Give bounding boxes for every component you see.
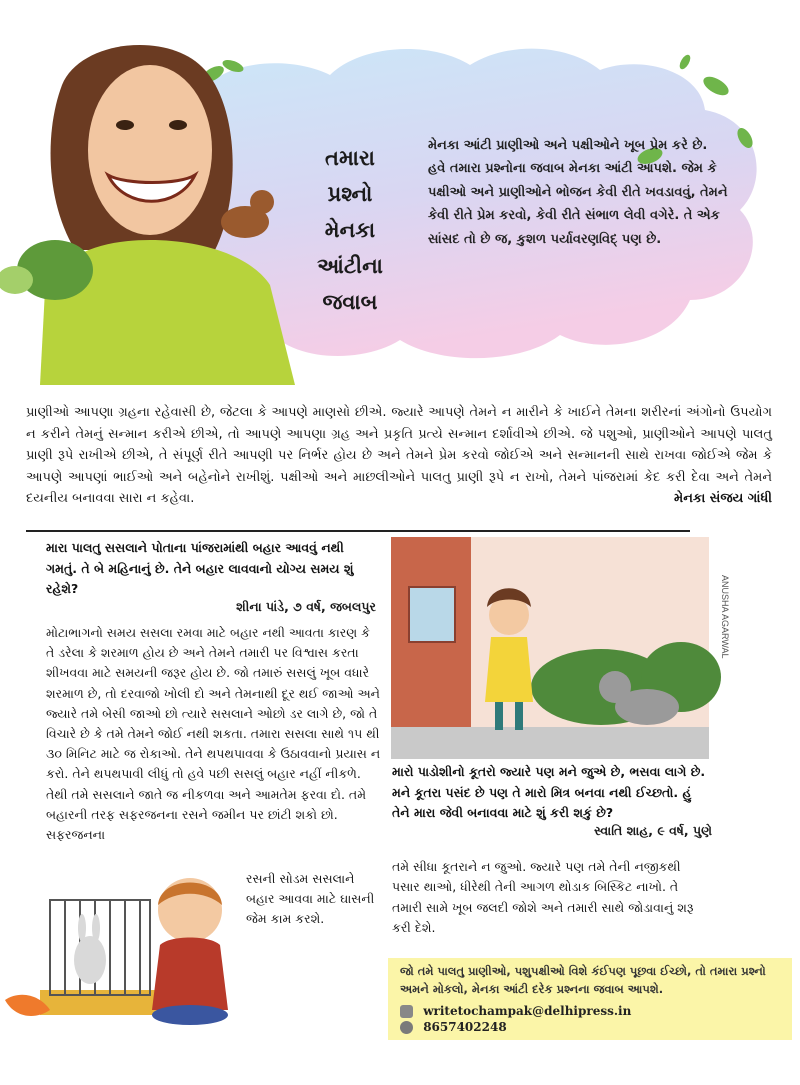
phone-number[interactable]: 8657402248	[423, 1020, 507, 1034]
author-signature: મેનકા સંજય ગાંધી	[674, 491, 772, 506]
question-2-asker: સ્વાતિ શાહ, ૯ વર્ષ, પુણે	[594, 823, 712, 838]
rabbit-girl-illustration	[0, 870, 250, 1035]
whatsapp-icon	[400, 1021, 413, 1034]
envelope-icon	[400, 1005, 413, 1018]
contact-info-text: જો તમે પાલતુ પ્રાણીઓ, પશુપક્ષીઓ વિશે કંઈપણ પૂછવા ઈચ્છો, તો તમારા પ્રશ્નો અમને મોકલો, મેનકા આંટી દરેક પ્રશ્નના જવાબ આપશે.	[400, 964, 766, 996]
main-article-text: પ્રાણીઓ આપણા ગ્રહના રહેવાસી છે, જેટલા કે આપણે માણસો છીએ. જ્યારે આપણે તેમને ન મારીને કે ખાઈને તેમના શરીરનાં અંગોનો ઉપયોગ ન કરીને તેમનું સન્માન કરીએ છીએ, તો આપણે આપણા ગ્રહ અને પ્રકૃતિ પ્રત્યે સન્માન દર્શાવીએ છીએ. જે પશુઓ, પ્રાણીઓને આપણે પાલતુ પ્રાણી રૂપે રાખીએ છીએ, તે સંપૂર્ણ રીતે આપણી પર નિર્ભર હોય છે અને તેમને પ્રેમ કરવો જોઈએ અને સન્માનની સાથે રાખવા જોઈએ જેમ કે આપણે આપણાં ભાઈઓ અને બહેનોને રાખીશું. પક્ષીઓ અને માછલીઓને પાલતુ પ્રાણી રૂપે ન રાખો, તેમને પાંજરામાં કેદ કરી દેવા અને તેમને દયનીય બનાવવા સારા ન કહેવા.	[26, 405, 773, 506]
title-line: આંટીના	[317, 254, 383, 278]
page-title	[300, 140, 400, 320]
illustrator-credit-text: ANUSHA AGARWAL	[720, 575, 730, 659]
question-1: મારા પાલતુ સસલાને પોતાના પાંજરામાંથી બહાર આવવું નથી ગમતું. તે બે મહિનાનું છે. તેને બહાર લાવવાનો યોગ્ય સમય શું રહેશે?	[46, 540, 354, 596]
phone-row[interactable]	[400, 1020, 507, 1034]
answer-1-continued: રસની સોડમ સસલાને બહાર આવવા માટે ઘાસની જેમ કામ કરશે.	[246, 871, 375, 927]
section-divider	[26, 530, 690, 532]
question-1-asker: શીના પાંડે, ૭ વર્ષ, જબલપુર	[236, 599, 376, 614]
title-line: મેનકા	[324, 218, 376, 242]
girl-dog-illustration	[391, 537, 709, 759]
email-row[interactable]	[400, 1004, 631, 1018]
answer-2: તમે સીધા કૂતરાને ન જુઓ. જ્યારે પણ તમે તેની નજીકથી પસાર થાઓ, ધીરેથી તેની આગળ થોડાક બિસ્કિટ નાખો. તે તમારી સામે ખૂબ જલદી જોશે અને તમારી સાથે જોડાવાનું શરૂ કરી દેશે.	[392, 859, 694, 936]
question-2: મારો પાડોશીનો કૂતરો જ્યારે પણ મને જુએ છે, ભસવા લાગે છે. મને કૂતરા પસંદ છે પણ તે મારો મિત્ર બનવા નથી ઈચ્છતો. હું તેને મારા જેવી બનાવવા માટે શું કરી શકું છે?	[392, 764, 706, 820]
main-article	[26, 402, 772, 510]
title-line: જવાબ	[322, 290, 378, 314]
intro-text: મેનકા આંટી પ્રાણીઓ અને પક્ષીઓને ખૂબ પ્રેમ કરે છે. હવે તમારા પ્રશ્નોના જવાબ મેનકા આંટી આપશે. જેમ કે પક્ષીઓ અને પ્રાણીઓને ભોજન કેવી રીતે ખવડાવવું, તેમને કેવી રીતે પ્રેમ કરવો, કેવી રીતે સંભાળ લેવી વગેરે. તે એક સાંસદ તો છે જ, કુશળ પર્યાવરણવિદ્ પણ છે.	[428, 138, 728, 247]
title-line: પ્રશ્નો	[327, 182, 373, 206]
email-link[interactable]: writetochampak@delhipress.in	[423, 1004, 632, 1018]
title-line: તમારા	[325, 146, 375, 170]
answer-1: મોટાભાગનો સમય સસલા રમવા માટે બહાર નથી આવતા કારણ કે તે ડરેલા કે શરમાળ હોય છે અને તેમને તમારી પર વિશ્વાસ કરતા શીખવવા માટે સમયની જરૂર હોય છે. જો તમારું સસલું ખૂબ વધારે શરમાળ છે, તો દરવાજો ખોલી દો અને તેમનાથી દૂર થઈ જાઓ અને જ્યારે તમે બેસી જાઓ છો ત્યારે સસલાને ઓછો ડર લાગે છે, જો તે વિચારે છે કે તમે તેમને જોઈ નથી શકતા. તમારા સસલા સાથે ૧૫ થી ૩૦ મિનિટ માટે જ રોકાઓ. તેને થપથપાવવા કે ઉઠાવવાનો પ્રયાસ ન કરો. તેને થપથપાવી લીધું તો હવે પછી સસલું બહાર નહીં નીકળે. તેથી તમે સસલાને જાતે જ નીકળવા અને આમતેમ ફરવા દો. તમે બહારની તરફ સફરજનના રસને જમીન પર છાંટી શકો છો. સફરજનના	[46, 625, 381, 843]
illustrator-credit	[712, 575, 730, 725]
